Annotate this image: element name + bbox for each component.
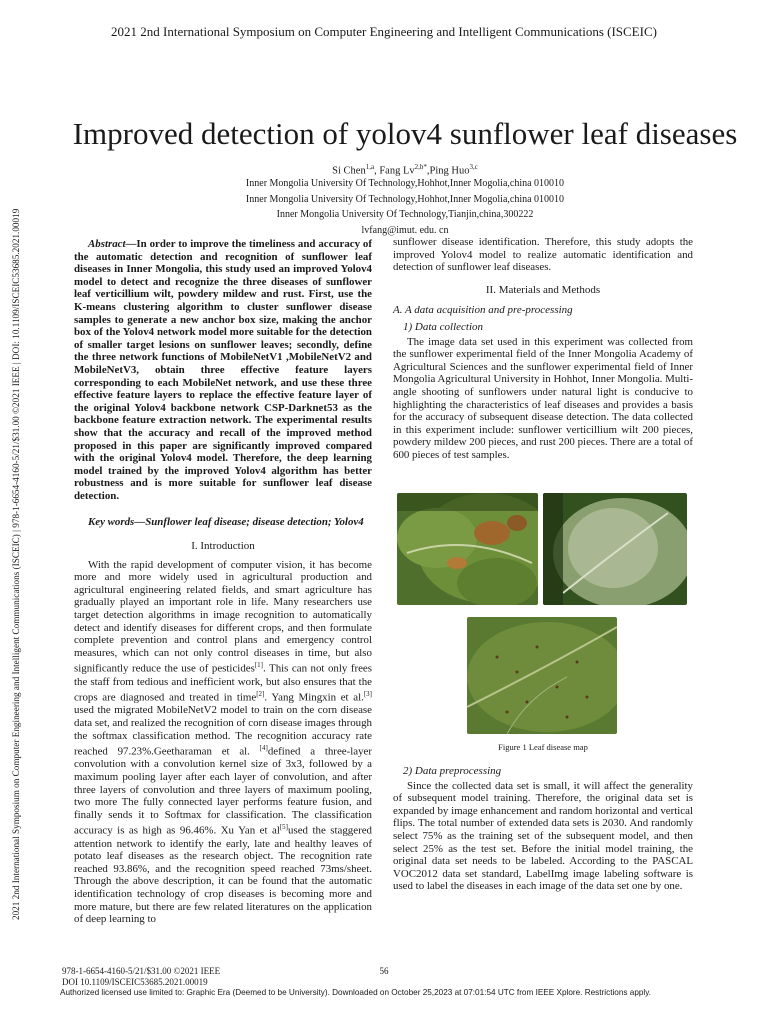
affiliation-2: Inner Mongolia University Of Technology,Hohhot,Inner Mogolia,china 010010 — [245, 194, 565, 205]
section-introduction-title: I. Introduction — [191, 540, 255, 553]
side-banner — [2, 110, 21, 920]
introduction-continued: sunflower disease identification. Therefore, this study adopts the improved Yolov4 model to realize automatic identification and detection of sunflower leaf diseases. — [393, 236, 693, 274]
right-column-top — [393, 236, 693, 462]
data-collection-paragraph: The image data set used in this experiment was collected from the sunflower experimental field of the Inner Mongolia Academy of Agricultural Sciences and the sunflower experimental field of Inner Mongolia Agricultural University in Hohhot, Inner Mongolia. Multi-angle shooting of sunflowers under natural light is conducive to highlighting the characteristics of leaf diseases and provides a basis for the accuracy of subsequent disease detection. The data collected in this experiment include: sunflower verticillium wilt 200 pieces, powdery mildew 200 pieces, and rust 200 pieces. There are a total of 600 pieces of test samples. — [393, 335, 693, 461]
page-number: 56 — [379, 966, 389, 976]
section-methods-title: II. Materials and Methods — [485, 283, 601, 296]
authors: Si Chen$^{1,a}$, Fang $Lv^{2,b*},Ping$ Huo$^{3,c}$ — [332, 163, 478, 177]
data-preprocessing-paragraph: Since the collected data set is small, it will affect the generality of subsequent model training. Therefore, the original data set is expanded by image enhancement and random horizontal and vertical flips. The total number of extended data sets is 2030. And randomly select 75% as the training set of the subsequent model, and then select 25% as the test set. Before the initial model training, the original data set needs to be labeled. According to the PASCAL VOC2012 data set standard, LabelImg image labeling software is used to label the diseases in each image of the data set one by one. — [393, 779, 693, 893]
figure-verticillium-wilt-image — [397, 493, 538, 605]
subsection-1-title: 1) Data collection — [403, 320, 484, 333]
abstract-text: —In order to improve the timeliness and accuracy of the automatic detection and recognition of sunflower leaf diseases in Inner Mongolia, this study used an improved Yolov4 model to detect and recognize the three diseases of sunflower leaf verticillium wilt, powdery mildew and rust. First, use the K-means clustering algorithm to cluster sunflower disease samples to generate a new anchor box size, making the anchor box of the Yolov4 network model more suitable for the detection of smaller target lesions on sunflower leaves; secondly, define the three network functions of MobileNetV1 ,MobileNetV2 and MobileNetV3, obtain three effective feature layers corresponding to each MobileNet network, and use these three effective feature layers to replace the effective feature layer of the original Yolov4 backbone network CSP-Darknet53 as the backbone feature extraction network. The experimental results show that the accuracy and recall of the improved method proposed in this paper are significantly improved compared with the original Yolov4 model. Therefore, the deep learning model trained by the improved Yolov4 algorithm has better robustness and is more suitable for sunflower leaf disease detection. — [74, 238, 372, 502]
keywords-text: —Sunflower leaf disease; disease detection; Yolov4 — [134, 516, 364, 529]
left-column — [74, 238, 372, 926]
email: lvfang@imut. edu. cn — [361, 225, 449, 236]
subsection-a-title: A. A data acquisition and pre-processing — [393, 304, 573, 317]
abstract — [74, 238, 372, 502]
figure-caption: Figure 1 Leaf disease map — [498, 742, 588, 752]
figure-rust-image — [467, 617, 617, 734]
affiliation-3: Inner Mongolia University Of Technology,Tianjin,china,300222 — [276, 209, 534, 220]
keywords — [74, 516, 372, 529]
footer-doi: DOI 10.1109/ISCEIC53685.2021.00019 — [62, 977, 208, 987]
abstract-label: Abstract — [88, 238, 126, 250]
figure-powdery-mildew-image — [543, 493, 687, 605]
subsection-2-title: 2) Data preprocessing — [403, 765, 502, 777]
keywords-label: Key words — [88, 516, 135, 529]
right-column-bottom — [393, 765, 693, 893]
footer-license: Authorized licensed use limited to: Graphic Era (Deemed to be University). Downloaded on October 25,2023 at 07:01:54 UTC from IEEE Xplore. Restrictions apply. — [60, 988, 652, 997]
introduction-paragraph: With the rapid development of computer vision, it has become more and more widely used in agricultural production and agricultural engineering related fields, and smart agriculture has gradually played an important role in life. Many researchers use target detection algorithms in image recognition to automatically detect and identify diseases for different crops, and then formulate complete prevention and control plans and emergency control measures, which can not only control diseases in time, but also significantly reduce the use of pesticides[1]. This can not only frees the staff from tedious and inefficient work, but also ensures that the crops are diagnosed and treated in time[2]. Yang Mingxin et al.[3] used the migrated MobileNetV2 model to train on the corn disease data set, and realized the recognition of corn disease images through the softmax classification method. The recognition accuracy rate reached 97.23%.Geetharaman et al. [4]defined a three-layer convolution with a convolution kernel size of 3x3, followed by a maximum pooling layer after each layer of convolution, and after three layers of convolution and three layers of maximum pooling, two more The fully connected layer performs feature fusion, and finally sends it to Softmax for classification. The classification accuracy is as high as 96.46%. Xu Yan et al[5]used the staggered attention network to identify the early, late and healthy leaves of potato leaf diseases as the research object. The recognition rate reached 93.86%, and the recognition speed reached 73ms/sheet. Through the above description, it can be found that the automatic identification technology of crop diseases is becoming more and more mature, but there are few related literatures on the application of deep learning to — [74, 558, 372, 926]
footer-isbn: 978-1-6654-4160-5/21/$31.00 ©2021 IEEE — [62, 966, 221, 976]
paper-title: Improved detection of yolov4 sunflower leaf diseases — [72, 116, 738, 151]
conference-header: 2021 2nd International Symposium on Computer Engineering and Intelligent Communications (ISCEIC) — [111, 24, 657, 39]
affiliation-1: Inner Mongolia University Of Technology,Hohhot,Inner Mogolia,china 010010 — [245, 178, 565, 189]
side-banner-text: 2021 2nd International Symposium on Computer Engineering and Intelligent Communications (ISCEIC) | 978-1-6654-4160-5/21/$31.00 ©2021 IEEE | DOI: 10.1109/ISCEIC53685.2021.00019 — [11, 208, 21, 920]
